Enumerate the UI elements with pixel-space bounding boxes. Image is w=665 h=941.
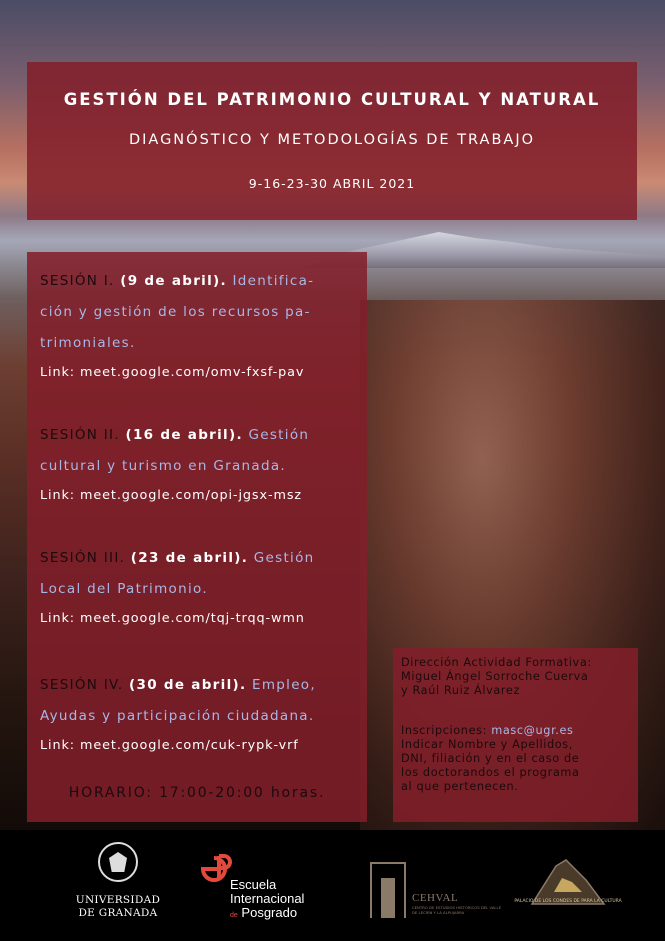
session-date: (9 de abril).: [120, 273, 227, 289]
direction-block: Dirección Actividad Formativa: Miguel Ángel Sorroche Cuerva y Raúl Ruiz Álvarez: [401, 656, 592, 697]
session-date: (16 de abril).: [125, 427, 243, 443]
session-label: SESIÓN II.: [40, 427, 120, 443]
eip-icon: [197, 852, 231, 886]
session-topic: Gestión: [248, 427, 310, 443]
session-topic: ción y gestión de los recursos pa-: [40, 304, 311, 320]
session-1: [40, 266, 360, 383]
session-link[interactable]: Link: meet.google.com/tqj-trqq-wmn: [40, 611, 305, 626]
header-panel: [27, 62, 637, 220]
page-subtitle: DIAGNÓSTICO Y METODOLOGÍAS DE TRABAJO: [128, 132, 536, 148]
session-link[interactable]: Link: meet.google.com/opi-jgsx-msz: [40, 488, 303, 503]
tower-icon: [370, 862, 406, 918]
event-dates: 9-16-23-30 ABRIL 2021: [248, 176, 416, 191]
session-label: SESIÓN III.: [40, 550, 126, 566]
sessions-panel: [27, 252, 367, 822]
session-topic: Local del Patrimonio.: [40, 581, 208, 597]
session-2: [40, 420, 360, 506]
mountain-icon: [514, 852, 622, 910]
session-label: SESIÓN I.: [40, 273, 115, 289]
session-label: SESIÓN IV.: [40, 677, 124, 693]
session-link[interactable]: Link: meet.google.com/omv-fxsf-pav: [40, 365, 305, 380]
session-topic: Empleo,: [252, 677, 316, 693]
university-seal-icon: [98, 842, 138, 882]
registration-email[interactable]: masc@ugr.es: [491, 724, 574, 737]
session-topic: cultural y turismo en Granada.: [40, 458, 287, 474]
session-topic: Identifica-: [232, 273, 315, 289]
session-topic: trimoniales.: [40, 335, 136, 351]
session-topic: Ayudas y participación ciudadana.: [40, 708, 315, 724]
registration-block: Inscripciones: masc@ugr.es Indicar Nombre y Apellidos, DNI, filiación y en el caso de los doctorandos el programa al que pertenecen.: [401, 724, 580, 793]
page-title: GESTIÓN DEL PATRIMONIO CULTURAL Y NATURAL: [63, 90, 601, 109]
svg-text:PALACIO DE LOS CONDES DE PARA: PALACIO DE LOS CONDES DE PARA LA CULTURA: [514, 899, 622, 904]
schedule-text: HORARIO: 17:00-20:00 horas.: [68, 785, 326, 801]
session-link[interactable]: Link: meet.google.com/cuk-rypk-vrf: [40, 738, 299, 753]
registration-label: Inscripciones:: [401, 724, 488, 737]
session-topic: Gestión: [253, 550, 315, 566]
footer-logos: UNIVERSIDAD DE GRANADA Escuela Internacional de Posgrado CEHVAL CENTRO DE ESTUDIOS HISTÓRICOS DEL VALLE DE LECRÍN Y LA ALPUJARRA PALACIO DE LOS CONDES DE PARA LA CULTURA: [0, 830, 665, 941]
session-4: [40, 670, 360, 756]
session-3: [40, 543, 360, 629]
session-date: (30 de abril).: [129, 677, 247, 693]
info-panel: [393, 648, 638, 822]
session-date: (23 de abril).: [130, 550, 249, 566]
